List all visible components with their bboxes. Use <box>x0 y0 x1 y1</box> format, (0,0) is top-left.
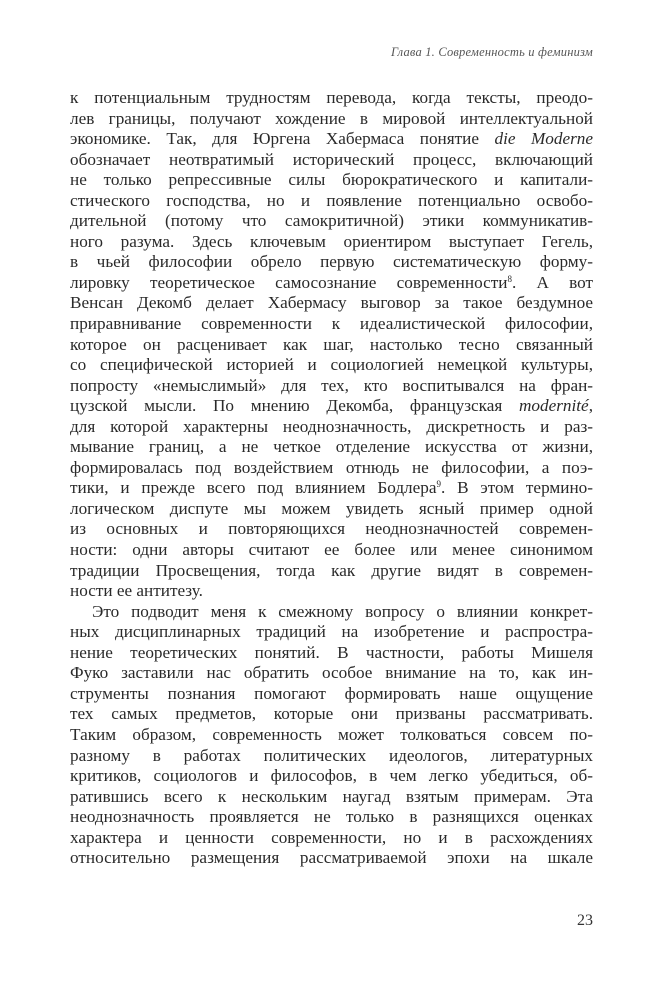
text-run: ратившись всего к нескольким наугад взятым примерам. Эта <box>70 786 593 806</box>
text-line <box>70 191 593 212</box>
text-run: Это подводит меня к смежному вопросу о влиянии конкрет- <box>92 601 593 621</box>
text-line <box>70 273 593 294</box>
text-line <box>70 170 593 191</box>
text-line <box>70 746 593 767</box>
text-line <box>70 684 593 705</box>
text-line <box>70 211 593 232</box>
text-line <box>70 643 593 664</box>
text-line <box>70 355 593 376</box>
text-line <box>70 848 593 869</box>
text-run: , <box>588 396 593 416</box>
italic-term: modernité <box>519 396 589 416</box>
text-run: относительно размещения рассматриваемой эпохи на шкале <box>70 848 593 868</box>
text-line <box>70 540 593 561</box>
text-run: стического господства, но и появление потенциально освобо- <box>70 190 593 210</box>
text-run: Венсан Декомб делает Хабермасу выговор за такое бездумное <box>70 293 593 313</box>
text-run: ного разума. Здесь ключевым ориентиром выступает Гегель, <box>70 231 593 251</box>
text-run: нение теоретических понятий. В частности, работы Мишеля <box>70 642 593 662</box>
text-line <box>70 376 593 397</box>
text-line <box>70 314 593 335</box>
text-line <box>70 807 593 828</box>
text-run: дительной (потому что самокритичной) этики коммуникатив- <box>70 211 593 231</box>
running-header: Глава 1. Современность и феминизм <box>391 45 593 59</box>
text-run: приравнивание современности к идеалистической философии, <box>70 314 593 334</box>
text-run: которое он расценивает как шаг, настолько тесно связанный <box>70 334 593 354</box>
text-run: . А вот <box>511 272 593 292</box>
text-line <box>70 437 593 458</box>
text-run: к потенциальным трудностям перевода, когда тексты, преодо- <box>70 88 593 107</box>
text-line <box>70 252 593 273</box>
footnote-ref: 8 <box>507 273 512 284</box>
text-line <box>70 704 593 725</box>
text-run: экономике. Так, для Юргена Хабермаса понятие <box>70 129 495 149</box>
text-run: из основных и повторяющихся неоднозначностей современ- <box>70 519 593 539</box>
text-run: для которой характерны неоднозначность, дискретность и раз- <box>70 416 593 436</box>
text-run: разному в работах политических идеологов, литературных <box>70 745 593 765</box>
text-run: ных дисциплинарных традиций на изобретение и распростра- <box>70 622 593 642</box>
text-run: лировку теоретическое самосознание современности <box>70 272 508 292</box>
text-run: неоднозначность проявляется не только в разнящихся оценках <box>70 807 593 827</box>
text-line <box>70 109 593 130</box>
text-run: Фуко заставили нас обратить особое внимание на то, как ин- <box>70 663 593 683</box>
text-line <box>70 828 593 849</box>
text-line <box>70 787 593 808</box>
text-line <box>70 335 593 356</box>
text-run: лев границы, получают хождение в мировой интеллектуальной <box>70 108 593 128</box>
text-run: традиции Просвещения, тогда как другие видят в современ- <box>70 560 593 580</box>
text-run: обозначает неотвратимый исторический процесс, включающий <box>70 149 593 169</box>
text-run: Таким образом, современность может толковаться совсем по- <box>70 724 593 744</box>
text-line <box>70 150 593 171</box>
text-run: со специфической историей и социологией немецкой культуры, <box>70 355 593 375</box>
paragraph <box>70 88 593 602</box>
text-run: тики, и прежде всего под влиянием Бодлера <box>70 478 437 498</box>
text-run: в чьей философии обрело первую систематическую форму- <box>70 252 593 272</box>
text-run: мывание границ, а не четкое отделение искусства от жизни, <box>70 437 593 457</box>
text-line <box>70 581 593 602</box>
italic-term: die Moderne <box>494 129 593 149</box>
text-line <box>70 396 593 417</box>
text-line <box>70 602 593 623</box>
page-number: 23 <box>577 912 593 929</box>
text-line <box>70 458 593 479</box>
text-run: цузской мысли. По мнению Декомба, французская <box>70 396 519 416</box>
body-text <box>70 88 593 869</box>
text-run: ности ее антитезу. <box>70 581 203 601</box>
text-run: критиков, социологов и философов, в чем легко убедиться, об- <box>70 766 593 786</box>
text-run: формировалась под воздействием отнюдь не философии, а поэ- <box>70 457 593 477</box>
text-line <box>70 725 593 746</box>
text-line <box>70 417 593 438</box>
text-run: попросту «немыслимый» для тех, кто воспитывался на фран- <box>70 375 593 395</box>
text-line <box>70 232 593 253</box>
paragraph <box>70 602 593 869</box>
text-run: характера и ценности современности, но и в расхождениях <box>70 827 593 847</box>
footnote-ref: 9 <box>436 479 441 490</box>
text-line <box>70 622 593 643</box>
text-line <box>70 88 593 109</box>
text-line <box>70 478 593 499</box>
text-line <box>70 129 593 150</box>
text-line <box>70 519 593 540</box>
text-run: тех самых предметов, которые они призваны рассматривать. <box>70 704 593 724</box>
text-line <box>70 561 593 582</box>
text-run: . В этом термино- <box>441 478 593 498</box>
text-line <box>70 499 593 520</box>
text-line <box>70 766 593 787</box>
text-run: ности: одни авторы считают ее более или менее синонимом <box>70 540 593 560</box>
text-line <box>70 293 593 314</box>
text-line <box>70 663 593 684</box>
text-run: не только репрессивные силы бюрократического и капитали- <box>70 170 593 190</box>
text-run: струменты познания помогают формировать наше ощущение <box>70 683 593 703</box>
text-run: логическом диспуте мы можем увидеть ясный пример одной <box>70 498 593 518</box>
